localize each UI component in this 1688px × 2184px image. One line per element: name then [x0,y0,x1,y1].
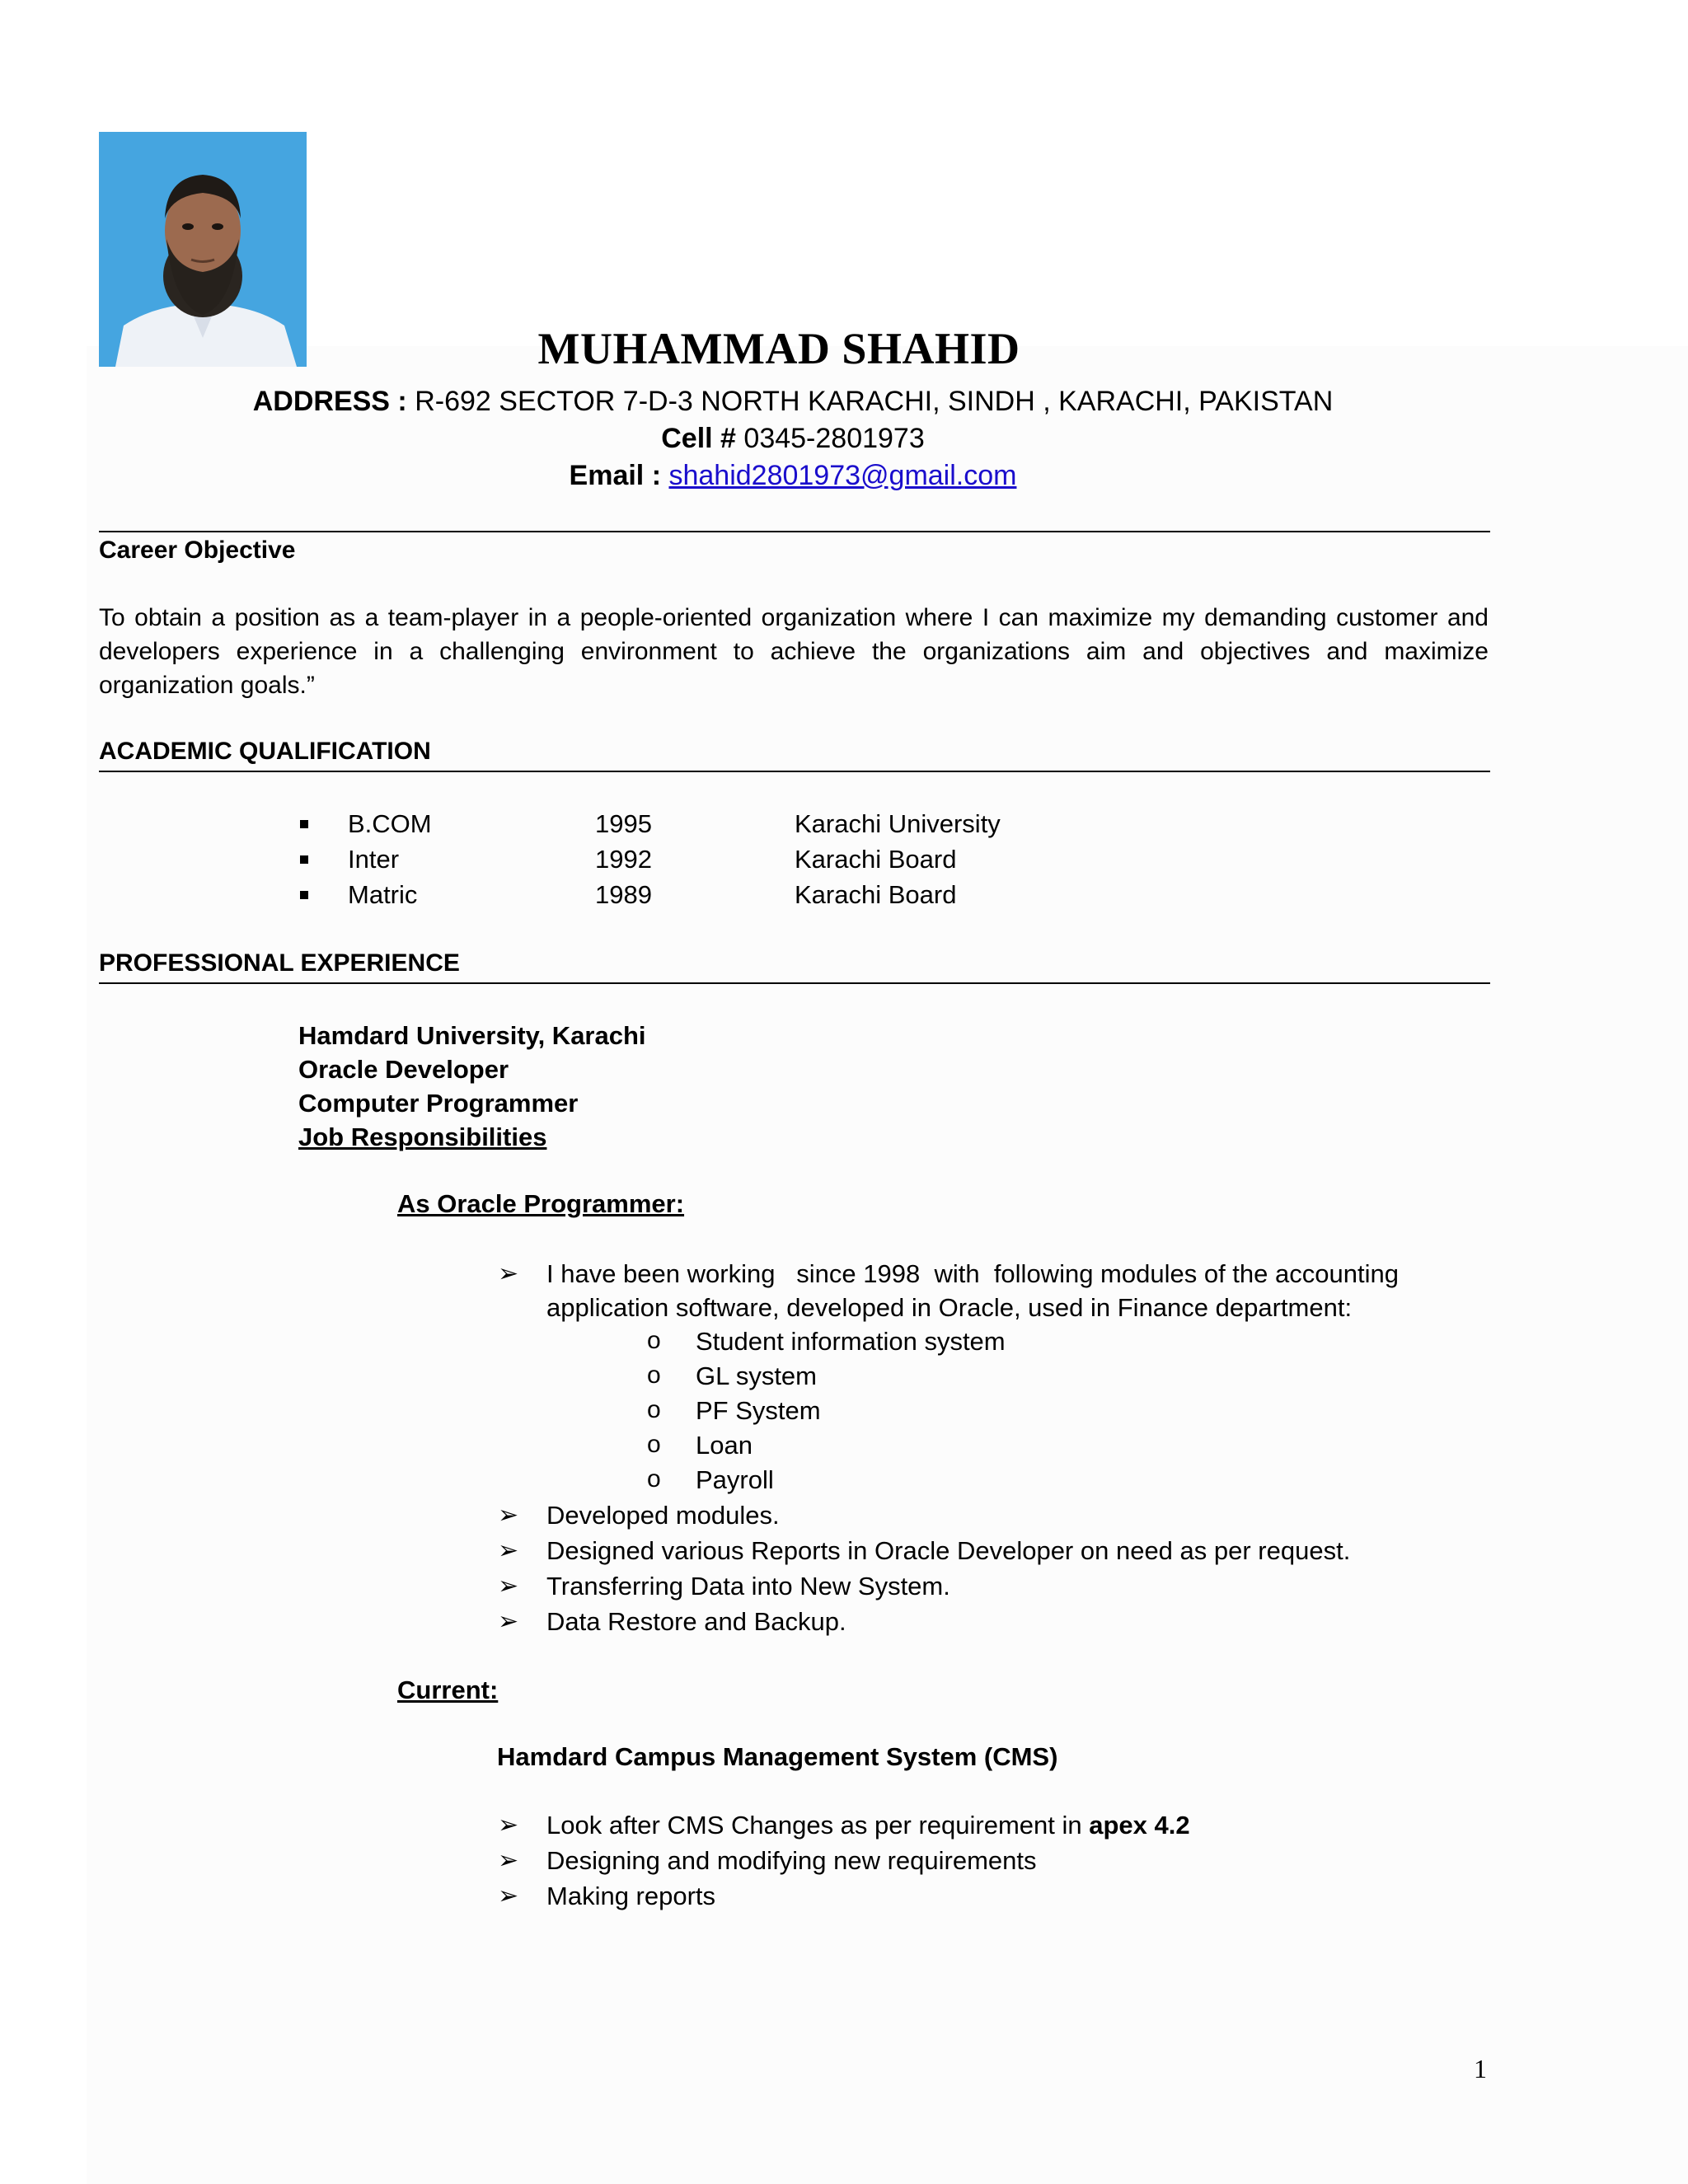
cms-title: Hamdard Campus Management System (CMS) [497,1742,1058,1771]
arrow-bullet-icon: ➢ [498,1502,519,1529]
oracle-intro-line: I have been working since 1998 with following modules of the accounting [546,1259,1399,1288]
apex-version: apex 4.2 [1089,1811,1190,1840]
email-line [0,460,1586,492]
cell-label: Cell # [661,423,736,454]
divider [99,531,1490,532]
year: 1995 [595,809,652,838]
module-item: Student information system [696,1327,1006,1356]
job-title: Oracle Developer [298,1055,509,1084]
experience-heading: PROFESSIONAL EXPERIENCE [99,949,460,977]
degree: Matric [348,880,418,909]
responsibility-item: Designed various Reports in Oracle Developer on need as per request. [546,1536,1351,1565]
square-bullet-icon [300,820,308,828]
candidate-name: MUHAMMAD SHAHID [537,324,1020,373]
oracle-intro-line: application software, developed in Oracle, used in Finance department: [546,1293,1353,1322]
institution: Karachi University [795,809,1001,838]
address-line [0,386,1586,418]
address-label: ADDRESS : [252,386,407,417]
arrow-bullet-icon: ➢ [498,1608,519,1635]
degree: Inter [348,845,400,874]
email-link[interactable]: shahid2801973@gmail.com [668,460,1017,491]
module-item: Payroll [696,1465,774,1494]
arrow-bullet-icon: ➢ [498,1882,519,1910]
oracle-programmer-heading: As Oracle Programmer: [397,1189,685,1218]
square-bullet-icon [300,891,308,899]
job-title: Computer Programmer [298,1089,579,1118]
objective-line: organization goals.” [99,672,315,699]
responsibility-item [546,1811,1190,1840]
arrow-bullet-icon: ➢ [498,1537,519,1564]
career-objective-heading: Career Objective [99,537,296,564]
employer: Hamdard University, Karachi [298,1021,646,1050]
responsibility-item: Developed modules. [546,1501,780,1530]
email-label: Email : [569,460,662,491]
circle-bullet-icon: o [647,1465,661,1493]
address-value: R-692 SECTOR 7-D-3 NORTH KARACHI, SINDH , KARACHI, PAKISTAN [415,386,1334,417]
square-bullet-icon [300,855,308,864]
career-objective-text [99,601,1489,702]
job-responsibilities-label: Job Responsibilities [298,1122,547,1151]
current-heading: Current: [397,1675,499,1704]
responsibility-item: Making reports [546,1882,716,1910]
circle-bullet-icon: o [647,1396,661,1423]
degree: B.COM [348,809,432,838]
responsibility-item: Transferring Data into New System. [546,1572,950,1601]
objective-line: developers experience in a challenging environment to achieve the organizations aim and objectives and maximize [99,638,1489,665]
institution: Karachi Board [795,845,957,874]
circle-bullet-icon: o [647,1361,661,1389]
cms-item-text: Look after CMS Changes as per requirement in [546,1811,1090,1840]
circle-bullet-icon: o [647,1431,661,1458]
year: 1989 [595,880,652,909]
year: 1992 [595,845,652,874]
arrow-bullet-icon: ➢ [498,1811,519,1839]
objective-line: To obtain a position as a team-player in a people-oriented organization where I can maximize my demanding customer and [99,604,1489,631]
arrow-bullet-icon: ➢ [498,1847,519,1874]
responsibility-item: Designing and modifying new requirements [546,1846,1037,1875]
divider [99,982,1490,984]
cell-value: 0345-2801973 [743,423,925,454]
academic-heading: ACADEMIC QUALIFICATION [99,738,431,765]
module-item: Loan [696,1431,753,1460]
cell-line [0,423,1586,455]
circle-bullet-icon: o [647,1327,661,1354]
institution: Karachi Board [795,880,957,909]
divider [99,771,1490,772]
module-item: PF System [696,1396,821,1425]
module-item: GL system [696,1361,817,1390]
arrow-bullet-icon: ➢ [498,1572,519,1600]
page-number: 1 [1474,2054,1487,2083]
responsibility-item: Data Restore and Backup. [546,1607,846,1636]
arrow-bullet-icon: ➢ [498,1260,519,1287]
